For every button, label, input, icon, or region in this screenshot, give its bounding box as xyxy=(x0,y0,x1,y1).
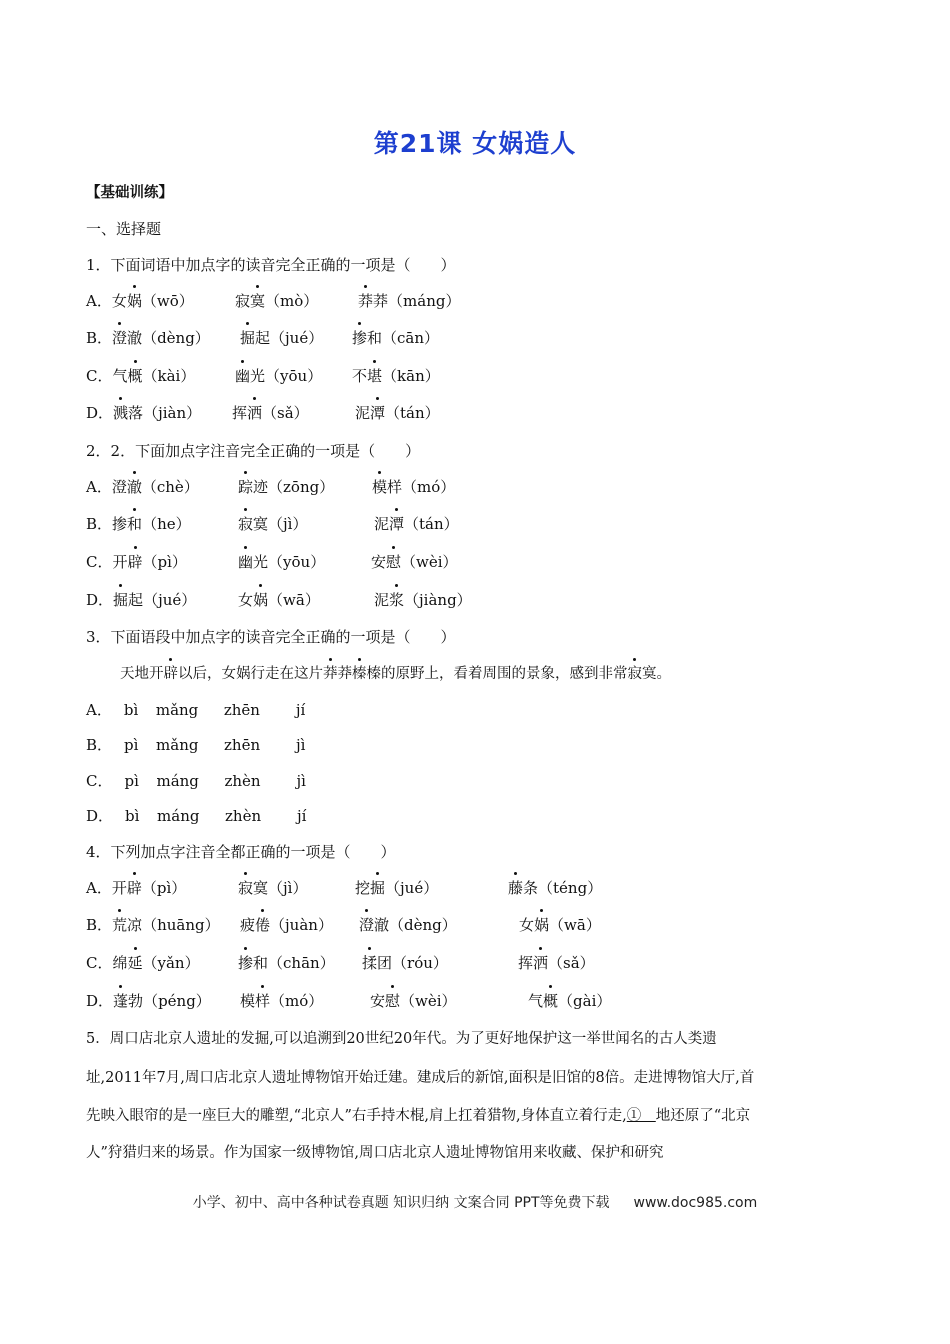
q1-option-a-word-2: 寂寞（mò） xyxy=(235,292,319,310)
q2-option-c-word-2: 幽光（yōu） xyxy=(238,553,326,571)
q1-option-a-word-3: 莽莽（máng） xyxy=(358,292,461,310)
q1-option-c[interactable]: C．气概（kài） xyxy=(86,367,196,385)
q4-option-a-word-2: 寂寞（jì） xyxy=(238,879,308,897)
q4-option-a-word-3: 挖掘（jué） xyxy=(355,879,439,897)
q4-option-c[interactable]: C．绵延（yǎn） xyxy=(86,954,200,972)
q1-option-d-word-3: 泥潭（tán） xyxy=(355,404,440,422)
q2-option-d[interactable]: D．掘起（jué） xyxy=(86,591,197,609)
section-heading: 【基础训练】 xyxy=(86,185,173,201)
q4-option-b-word-3: 澄澈（dèng） xyxy=(359,916,457,934)
q3-option-b[interactable]: B． pì mǎng zhēn jì xyxy=(86,736,306,754)
q4-option-a[interactable]: A．开辟（pì） xyxy=(86,879,187,897)
q1-option-d[interactable]: D．溅落（jiàn） xyxy=(86,404,202,422)
question-2-stem: 2．2．下面加点字注音完全正确的一项是（ ） xyxy=(86,442,421,460)
footer xyxy=(0,1192,950,1212)
q2-option-b-word-2: 寂寞（jì） xyxy=(238,515,308,533)
q4-option-d-word-3: 安慰（wèi） xyxy=(370,992,457,1010)
q2-option-a[interactable]: A．澄澈（chè） xyxy=(86,478,199,496)
q4-option-b[interactable]: B．荒凉（huāng） xyxy=(86,916,220,934)
q1-option-c-word-3: 不堪（kān） xyxy=(352,367,440,385)
q5-line-1: 5．周口店北京人遗址的发掘,可以追溯到20世纪20年代。为了更好地保护这一举世闻名的古人类遗 xyxy=(86,1031,717,1047)
footer-text: 小学、初中、高中各种试卷真题 知识归纳 文案合同 PPT等免费下载 xyxy=(192,1195,610,1211)
question-4-stem: 4．下列加点字注音全都正确的一项是（ ） xyxy=(86,843,396,861)
q2-option-c[interactable]: C．开辟（pì） xyxy=(86,553,187,571)
q4-option-d[interactable]: D．蓬勃（péng） xyxy=(86,992,211,1010)
q4-option-c-word-2: 掺和（chān） xyxy=(238,954,335,972)
q1-option-a[interactable]: A．女娲（wō） xyxy=(86,292,194,310)
q1-option-c-word-2: 幽光（yōu） xyxy=(235,367,323,385)
q4-option-b-word-2: 疲倦（juàn） xyxy=(240,916,333,934)
q4-option-d-word-2: 模样（mó） xyxy=(240,992,324,1010)
q5-blank-1[interactable]: ① xyxy=(626,1108,656,1124)
q4-option-c-word-4: 挥洒（sǎ） xyxy=(518,954,595,972)
q1-option-b-word-3: 掺和（cān） xyxy=(352,329,440,347)
q5-line-2: 址,2011年7月,周口店北京人遗址博物馆开始迁建。建成后的新馆,面积是旧馆的8倍。走进博物馆大厅,首 xyxy=(86,1070,755,1086)
q5-line-4: 人”狩猎归来的场景。作为国家一级博物馆,周口店北京人遗址博物馆用来收藏、保护和研究 xyxy=(86,1145,664,1161)
q2-option-d-word-2: 女娲（wā） xyxy=(238,591,320,609)
q1-option-b-word-2: 掘起（jué） xyxy=(240,329,324,347)
q3-option-d[interactable]: D． bì máng zhèn jí xyxy=(86,807,307,825)
question-3-passage: 天地开辟以后，女娲行走在这片莽莽榛榛的原野上，看着周围的景象，感到非常寂寞。 xyxy=(120,666,671,682)
q3-option-c[interactable]: C． pì máng zhèn jì xyxy=(86,772,306,790)
question-1-stem: 1．下面词语中加点字的读音完全正确的一项是（ ） xyxy=(86,256,456,274)
q1-option-b[interactable]: B．澄澈（dèng） xyxy=(86,329,210,347)
q4-option-d-word-4: 气概（gài） xyxy=(528,992,612,1010)
q2-option-b[interactable]: B．掺和（he） xyxy=(86,515,191,533)
q2-option-d-word-3: 泥浆（jiàng） xyxy=(374,591,472,609)
part-heading: 一、选择题 xyxy=(86,220,162,238)
q1-option-d-word-2: 挥洒（sǎ） xyxy=(232,404,309,422)
q3-option-a[interactable]: A． bì mǎng zhēn jí xyxy=(86,701,306,719)
q4-option-a-word-4: 藤条（téng） xyxy=(508,879,603,897)
q2-option-c-word-3: 安慰（wèi） xyxy=(371,553,458,571)
question-3-stem: 3．下面语段中加点字的读音完全正确的一项是（ ） xyxy=(86,628,456,646)
q2-option-b-word-3: 泥潭（tán） xyxy=(374,515,459,533)
q5-line-3: 先映入眼帘的是一座巨大的雕塑,“北京人”右手持木棍,肩上扛着猎物,身体直立着行走,① 地还原了“北京 xyxy=(86,1108,751,1124)
q4-option-c-word-3: 揉团（róu） xyxy=(362,954,448,972)
page-title: 第21课 女娲造人 xyxy=(373,129,577,158)
q4-option-b-word-4: 女娲（wā） xyxy=(519,916,601,934)
footer-url[interactable]: www.doc985.com xyxy=(633,1195,758,1211)
q2-option-a-word-2: 踪迹（zōng） xyxy=(238,478,335,496)
q2-option-a-word-3: 模样（mó） xyxy=(372,478,456,496)
